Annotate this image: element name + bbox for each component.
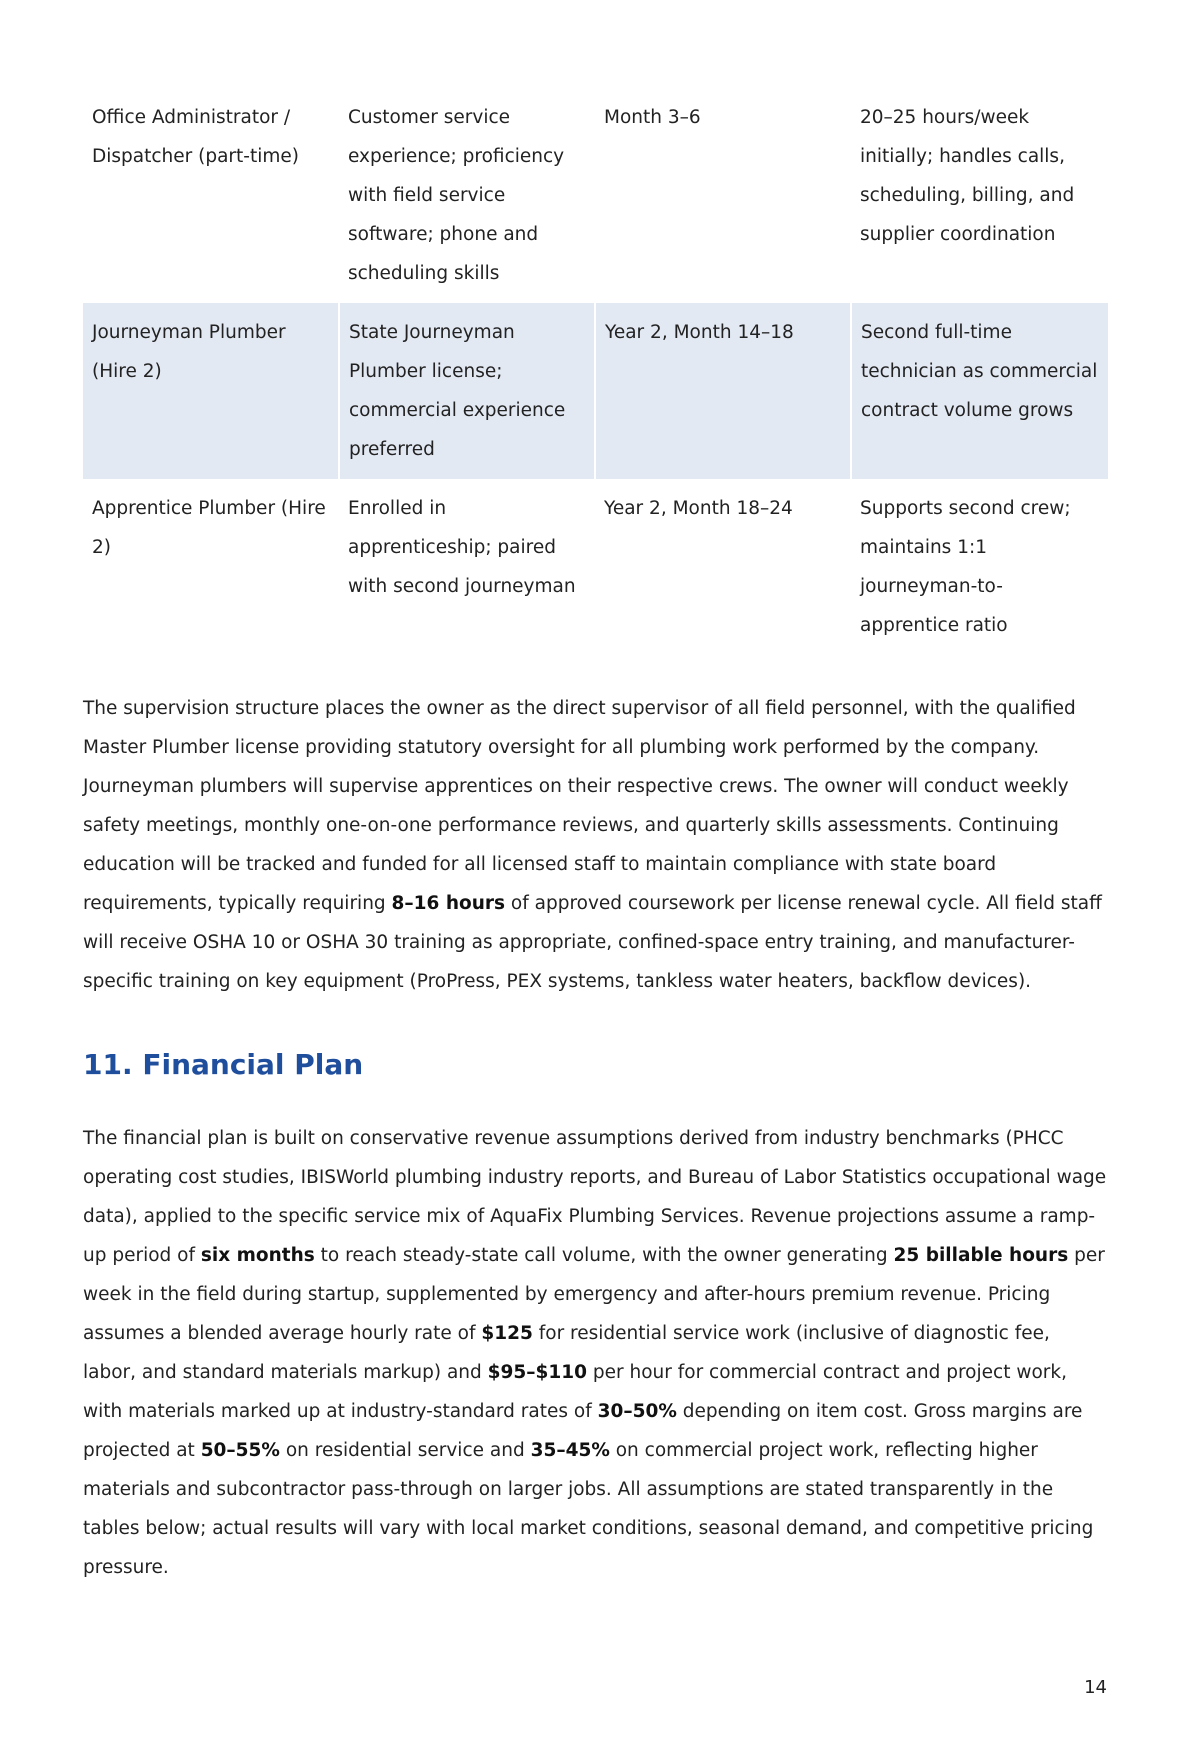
text-run: per hour for commercial contract and project work, with materials marked up at industry-standard rates of [83,1362,1067,1422]
table-cell-role: Apprentice Plumber (Hire 2) [92,498,326,558]
staffing-plan-table [83,88,1108,655]
table-cell-requirements: Enrolled in apprenticeship; paired with second journeyman [348,498,576,597]
table-cell-role: Office Administrator / Dispatcher (part-time) [92,107,299,167]
text-run: of approved coursework per license renewal cycle. All field staff will receive OSHA 10 or OSHA 30 training as appropriate, confined-space entry training, and manufacturer-specific training on key equipment (ProPress, PEX systems, tankless water heaters, backflow devices). [83,893,1102,992]
text-run-bold: six months [200,1245,315,1266]
table-cell-timing: Month 3–6 [604,107,701,128]
table-row [83,479,1108,655]
table-cell-notes: 20–25 hours/week initially; handles calls, scheduling, billing, and supplier coordination [860,107,1075,245]
text-run: The supervision structure places the owner as the direct supervisor of all field personnel, with the qualified Master Plumber license providing statutory oversight for all plumbing work performed by the company. Journeyman plumbers will supervise apprentices on their respective crews. The owner will conduct weekly safety meetings, monthly one-on-one performance reviews, and quarterly skills assessments. Continuing education will be tracked and funded for all licensed staff to maintain compliance with state board requirements, typically requiring [83,698,1076,914]
financial-plan-paragraph [83,1119,1108,1587]
text-run-bold: 50–55% [200,1440,280,1461]
supervision-paragraph [83,689,1108,1001]
page-content [83,88,1108,1587]
page-number: 14 [1084,1677,1107,1698]
table-cell-notes: Supports second crew; maintains 1:1 journeyman-to-apprentice ratio [860,498,1071,636]
text-run: on residential service and [279,1440,531,1461]
section-heading: 11. Financial Plan [83,1048,364,1081]
table-cell-requirements: Customer service experience; proficiency with field service software; phone and scheduling skills [348,107,565,284]
text-run: depending on item cost. Gross margins are projected at [83,1401,1083,1461]
text-run-bold: $95–$110 [487,1362,587,1383]
text-run-bold: $125 [481,1323,533,1344]
table-cell-timing: Year 2, Month 14–18 [595,303,851,479]
table-row [83,88,1108,303]
text-run: for residential service work (inclusive of diagnostic fee, labor, and standard materials markup) and [83,1323,1050,1383]
text-run: The financial plan is built on conservative revenue assumptions derived from industry benchmarks (PHCC operating cost studies, IBISWorld plumbing industry reports, and Bureau of Labor Statistics occupational wage data), applied to the specific service mix of AquaFix Plumbing Services. Revenue projections assume a ramp-up period of [83,1128,1107,1266]
text-run-bold: 8–16 hours [391,893,506,914]
table-cell-role: Journeyman Plumber (Hire 2) [83,303,339,479]
text-run-bold: 35–45% [530,1440,610,1461]
table-cell-timing: Year 2, Month 18–24 [604,498,793,519]
table-cell-notes: Second full-time technician as commercial contract volume grows [851,303,1108,479]
text-run-bold: 30–50% [597,1401,677,1422]
text-run: per week in the field during startup, supplemented by emergency and after-hours premium revenue. Pricing assumes a blended average hourly rate of [83,1245,1105,1344]
table-cell-requirements: State Journeyman Plumber license; commercial experience preferred [339,303,595,479]
text-run: to reach steady-state call volume, with the owner generating [314,1245,894,1266]
table-row [83,303,1108,479]
text-run: on commercial project work, reflecting higher materials and subcontractor pass-through on larger jobs. All assumptions are stated transparently in the tables below; actual results will vary with local market conditions, seasonal demand, and competitive pricing pressure. [83,1440,1094,1578]
text-run-bold: 25 billable hours [893,1245,1069,1266]
